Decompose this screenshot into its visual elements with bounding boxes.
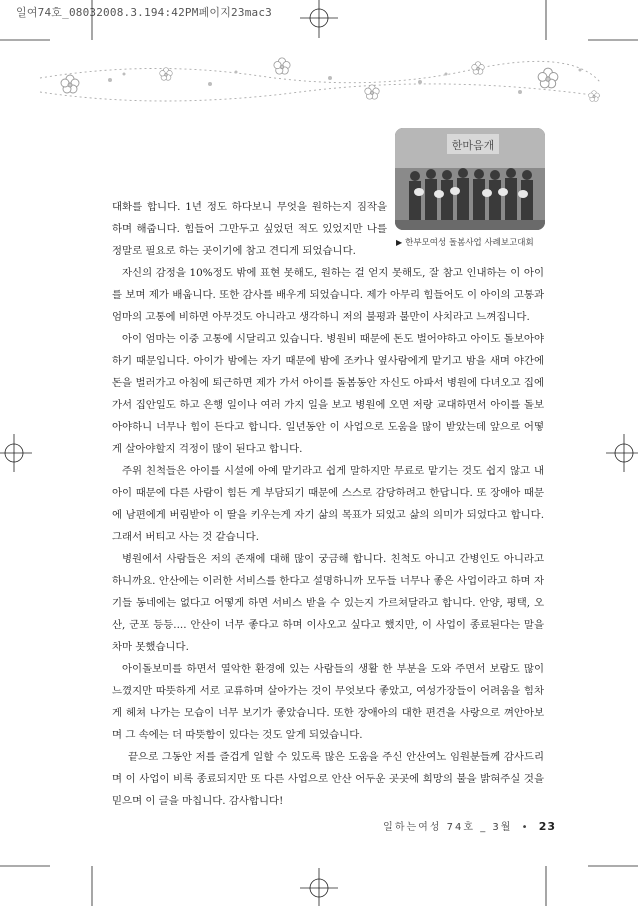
article-body <box>112 262 544 812</box>
flower-border <box>40 61 600 101</box>
group-photo-image <box>395 128 545 230</box>
banner-text: 한마음개 <box>451 139 495 152</box>
page-footer <box>383 818 556 833</box>
photo-caption <box>396 236 556 248</box>
paragraph: 아이돌보미를 하면서 열악한 환경에 있는 사람들의 생활 한 부분을 도와 주면서 보람도 많이 느꼈지만 따뜻하게 서로 교류하며 살아가는 것이 무엇보다 좋았고, 여성가장들이 어려움을 힘차게 헤쳐 나가는 모습이 너무 보기가 좋았습니다. 또한 장애아의 대한 편견을 사랑으로 껴안아보며 그 속에는 더 따뜻함이 있다는 것도 알게 되었습니다. <box>112 663 544 741</box>
footer-bullet: • <box>521 822 530 833</box>
file-slug: 일여74호_08032008.3.194:42PM페이지23mac3 <box>16 6 272 19</box>
paragraph: 아이 엄마는 이중 고통에 시달리고 있습니다. 병원비 때문에 돈도 벌어야하고 아이도 돌보아야하기 때문입니다. 아이가 밤에는 자기 때문에 밤에 조카나 옆사람에게 맡기고 밤을 새며 야간에 돈을 벌러가고 아침에 퇴근하면 제가 가서 아이를 돌봄동안 자신도 아파서 병원에 다녀오고 집에 가서 집안일도 하고 은행 일이나 여러 가지 일을 보고 병원에 오면 저랑 교대하면서 아이를 돌보아야하니 너무나 힘이 든다고 합니다. 일년동안 이 사업으로 도움을 많이 받았는데 앞으로 어떻게 살아야할지 걱정이 많이 된다고 합니다. <box>112 333 544 455</box>
photo-caption-text: 한부모여성 돌봄사업 사례보고대회 <box>405 238 534 248</box>
intro-paragraph <box>112 196 387 262</box>
paragraph: 병원에서 사람들은 저의 존재에 대해 많이 궁금해 합니다. 친척도 아니고 간병인도 아니라고 하니까요. 안산에는 이러한 서비스를 한다고 설명하니까 모두들 너무나 좋은 사업이라고 하며 자기들 동네에는 없다고 어떻게 하면 서비스 받을 수 있는지 가르쳐달라고 합니다. 안양, 평택, 오산, 군포 등등.... 안산이 너무 좋다고 하며 이사오고 싶다고 했지만, 이 사업이 종료된다는 말을 차마 못했습니다. <box>112 553 544 653</box>
registration-mark-bottom <box>300 868 338 906</box>
paragraph: 끝으로 그동안 저를 즐겁게 일할 수 있도록 많은 도움을 주신 안산여노 임원분들께 감사드리며 이 사업이 비록 종료되지만 또 다른 사업으로 안산 어두운 곳곳에 희망의 불을 밝혀주실 것을 믿으며 이 글을 마칩니다. 감사합니다! <box>112 751 544 807</box>
registration-mark-right <box>606 434 638 472</box>
registration-mark-top <box>300 0 338 38</box>
paragraph: 주위 친척들은 아이를 시설에 아예 맡기라고 쉽게 말하지만 무료로 맡기는 것도 쉽지 않고 내 아이 때문에 다른 사람이 힘든 게 부담되기 때문에 스스로 감당하려고 한답니다. 또 장애아 때문에 남편에게 버림받아 이 딸을 키우는게 자기 삶의 목표가 되었고 삶의 의미가 되었다고 합니다. 그래서 버티고 사는 것 같습니다. <box>112 465 544 543</box>
footer-label: 일하는여성 74호 _ 3월 <box>383 822 513 833</box>
event-photo <box>395 128 545 230</box>
dot-icons <box>108 69 582 95</box>
paragraph: 자신의 감정을 10%정도 밖에 표현 못해도, 원하는 걸 얻지 못해도, 잘 참고 인내하는 이 아이를 보며 제가 배웁니다. 또한 감사를 배우게 되었습니다. 제가 아무리 힘들어도 이 아이의 고통과 엄마의 고통에 비하면 아무것도 아니라고 생각하니 저의 불평과 불만이 사치라고 느껴집니다. <box>112 267 544 323</box>
triangle-bullet-icon: ▶ <box>396 238 403 247</box>
intro-text: 대화를 합니다. 1년 정도 하다보니 무엇을 원하는지 짐작을 하며 해줍니다. 힘들어 그만두고 싶었던 적도 있었지만 나를 정말로 필요로 하는 곳이기에 참고 견디게 되었습니다. <box>112 201 387 257</box>
page-number: 23 <box>538 820 556 833</box>
registration-mark-left <box>0 434 32 472</box>
